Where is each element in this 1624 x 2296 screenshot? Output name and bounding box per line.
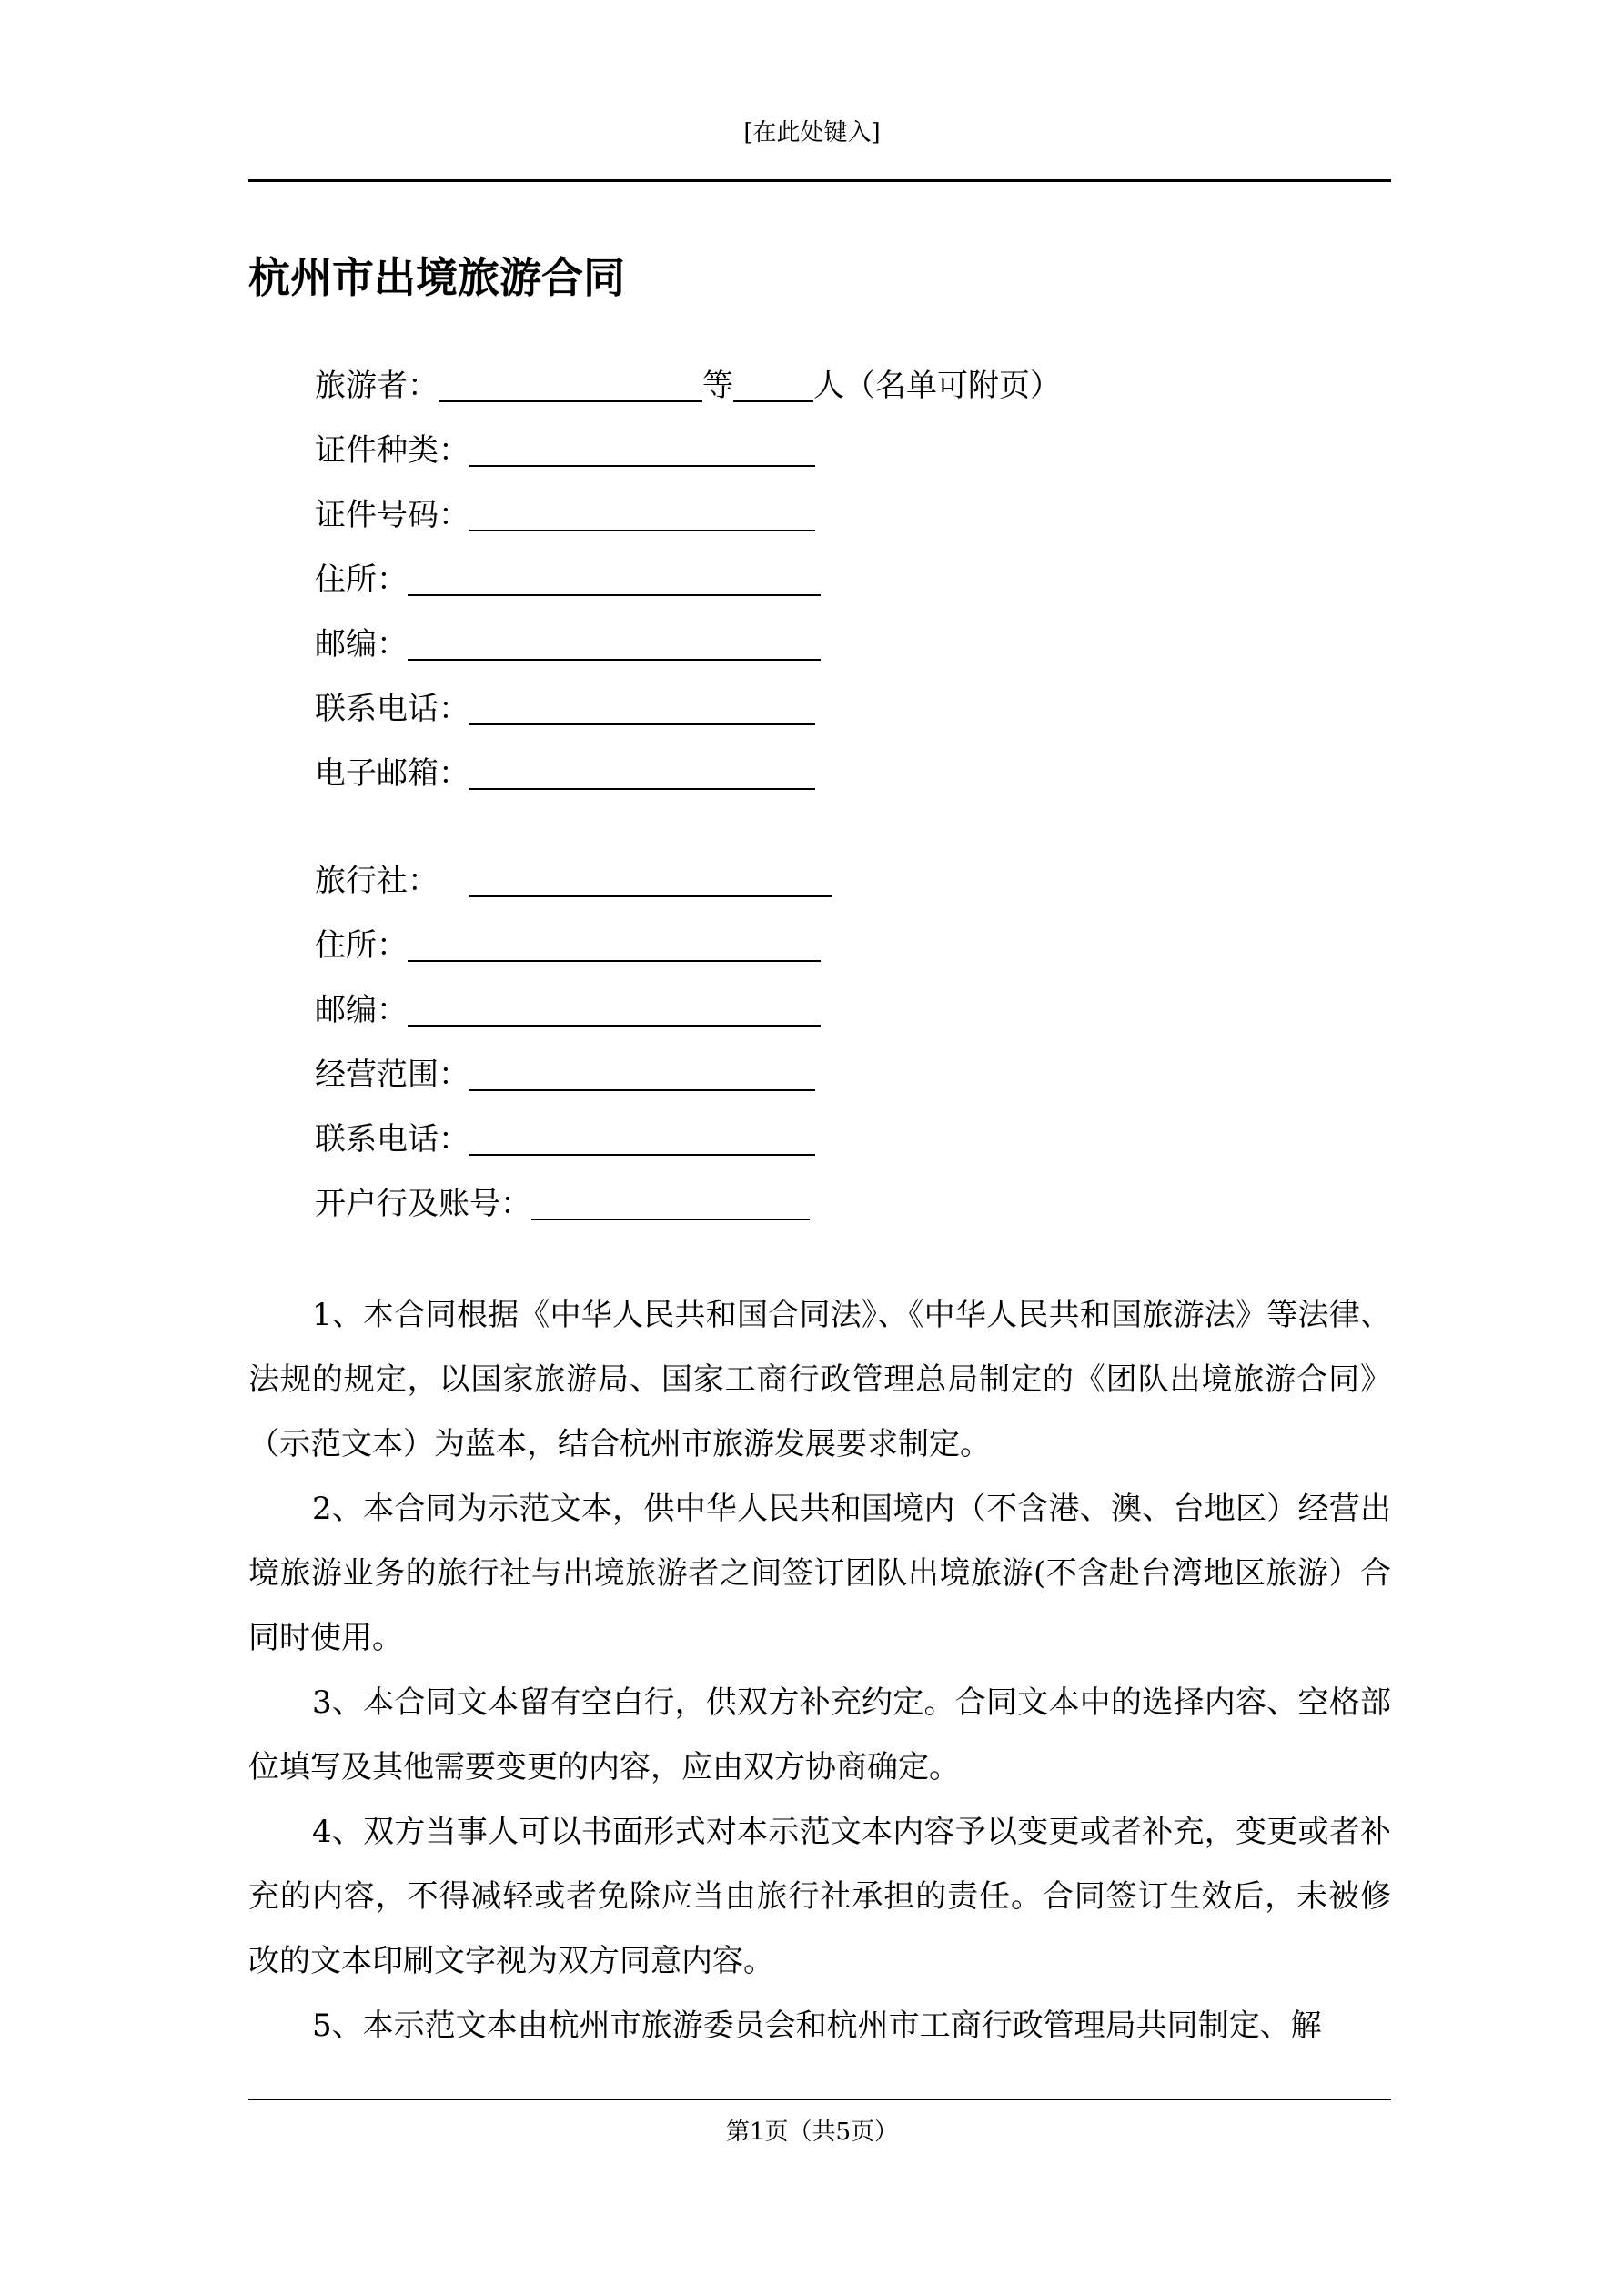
tourist-id-number-row [315, 493, 815, 537]
tourist-count-suffix: 人（名单可附页） [813, 368, 1061, 404]
tourist-address-row [315, 558, 821, 602]
tourist-count-blank[interactable] [733, 364, 813, 402]
agency-address-row [315, 924, 821, 967]
agency-address-label: 住所： [315, 927, 408, 964]
agency-bank-row [315, 1182, 810, 1226]
tourist-id-type-row [315, 429, 815, 472]
tourist-count-label: 等 [702, 368, 733, 404]
tourist-phone-label: 联系电话： [315, 691, 469, 727]
note-paragraph-1: 1、本合同根据《中华人民共和国合同法》、《中华人民共和国旅游法》等法律、法规的规定，以国家旅游局、国家工商行政管理总局制定的《团队出境旅游合同》（示范文本）为蓝本，结合杭州市旅游发展要求制定。 [248, 1297, 1391, 1462]
agency-scope-label: 经营范围： [315, 1057, 469, 1093]
agency-postcode-label: 邮编： [315, 992, 408, 1028]
agency-bank-blank[interactable] [531, 1182, 810, 1220]
page-header: [在此处键入] [743, 119, 881, 147]
note-paragraph-3: 3、本合同文本留有空白行，供双方补充约定。合同文本中的选择内容、空格部位填写及其他需要变更的内容，应由双方协商确定。 [248, 1684, 1391, 1785]
agency-postcode-blank[interactable] [408, 988, 821, 1027]
page-footer: 第1页（共5页） [725, 2119, 899, 2146]
tourist-address-label: 住所： [315, 561, 408, 598]
tourist-name-label: 旅游者： [315, 368, 439, 404]
footer-rule [248, 2099, 1391, 2100]
tourist-address-blank[interactable] [408, 558, 821, 596]
tourist-postcode-row [315, 622, 821, 666]
document-title: 杭州市出境旅游合同 [248, 253, 625, 302]
header-rule [248, 179, 1391, 182]
tourist-id-type-blank[interactable] [469, 429, 815, 467]
tourist-postcode-label: 邮编： [315, 626, 408, 663]
tourist-email-label: 电子邮箱： [315, 755, 469, 792]
note-paragraph-2: 2、本合同为示范文本，供中华人民共和国境内（不含港、澳、台地区）经营出境旅游业务的旅行社与出境旅游者之间签订团队出境旅游(不含赴台湾地区旅游）合同时使用。 [248, 1491, 1391, 1656]
tourist-id-number-label: 证件号码： [315, 497, 469, 533]
tourist-name-row [315, 364, 1061, 408]
agency-phone-blank[interactable] [469, 1118, 815, 1156]
agency-name-row [315, 859, 832, 903]
agency-address-blank[interactable] [408, 924, 821, 962]
agency-phone-label: 联系电话： [315, 1121, 469, 1158]
note-paragraph-5: 5、本示范文本由杭州市旅游委员会和杭州市工商行政管理局共同制定、解 [312, 2008, 1322, 2044]
tourist-phone-row [315, 687, 815, 731]
tourist-email-row [315, 752, 815, 795]
tourist-email-blank[interactable] [469, 752, 815, 790]
contract-notes [248, 1283, 1391, 2058]
agency-scope-blank[interactable] [469, 1053, 815, 1091]
tourist-id-number-blank[interactable] [469, 493, 815, 531]
agency-name-label: 旅行社： [315, 863, 439, 899]
agency-postcode-row [315, 988, 821, 1032]
tourist-name-blank[interactable] [439, 364, 702, 402]
agency-name-blank[interactable] [469, 859, 832, 897]
tourist-postcode-blank[interactable] [408, 622, 821, 661]
agency-bank-label: 开户行及账号： [315, 1186, 531, 1222]
note-paragraph-4: 4、双方当事人可以书面形式对本示范文本内容予以变更或者补充，变更或者补充的内容，不得减轻或者免除应当由旅行社承担的责任。合同签订生效后，未被修改的文本印刷文字视为双方同意内容。 [248, 1814, 1391, 1979]
tourist-phone-blank[interactable] [469, 687, 815, 725]
agency-scope-row [315, 1053, 815, 1097]
agency-phone-row [315, 1118, 815, 1161]
tourist-id-type-label: 证件种类： [315, 432, 469, 469]
